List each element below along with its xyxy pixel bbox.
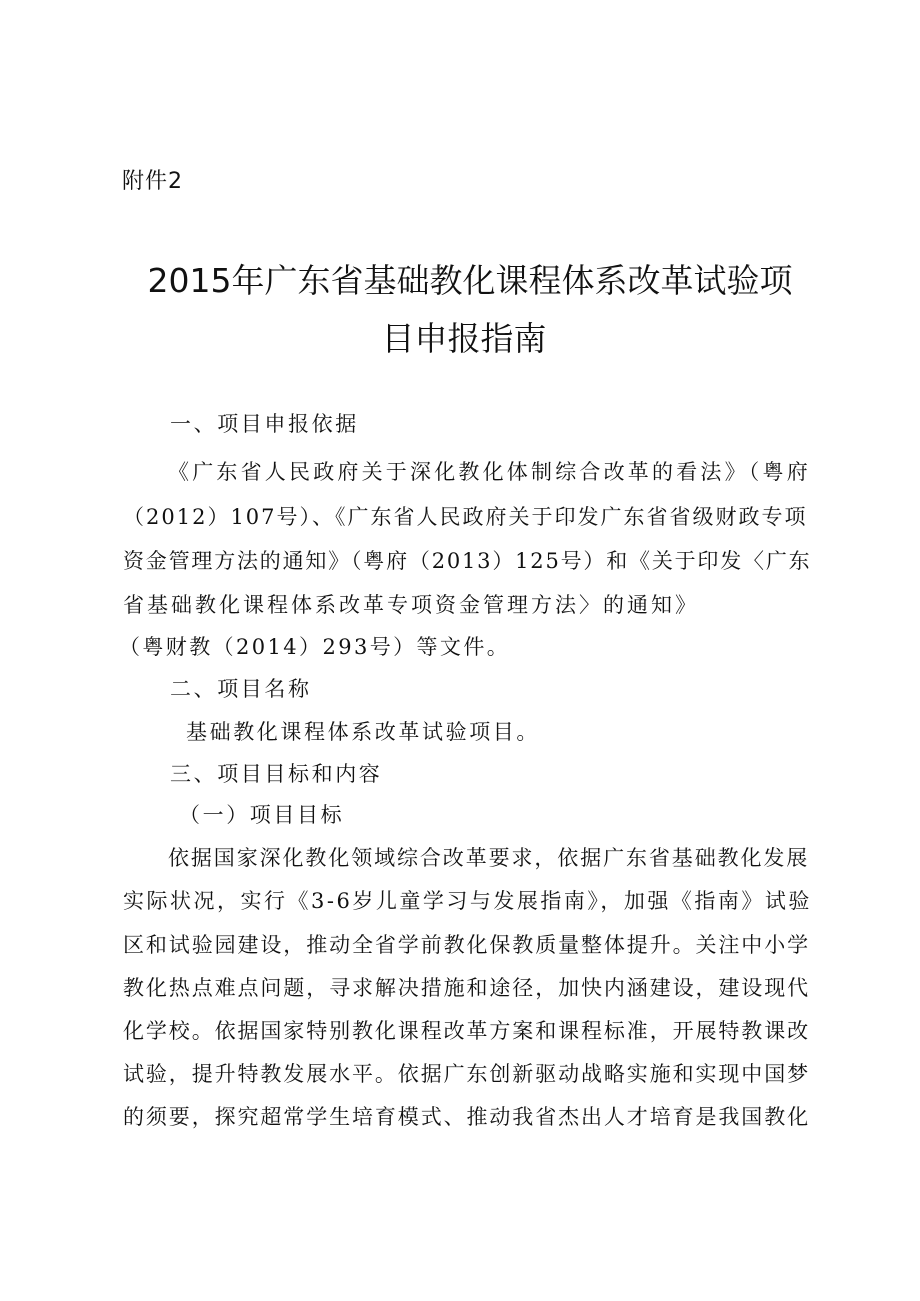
section1-line-5: （粤财教（2014）293号）等文件。 — [119, 635, 511, 659]
section3-line-1: 依据国家深化教化领域综合改革要求，依据广东省基础教化发展 — [168, 846, 810, 870]
section3-line-5: 化学校。依据国家特别教化课程改革方案和课程标准，开展特教课改 — [123, 1019, 810, 1043]
section1-line-2: （2012）107号）、《广东省人民政府关于印发广东省省级财政专项 — [123, 505, 808, 529]
section3-line-2: 实际状况，实行《3-6岁儿童学习与发展指南》，加强《指南》试验 — [123, 889, 812, 913]
section2-content: 基础教化课程体系改革试验项目。 — [186, 720, 540, 744]
document-title-line-2: 目申报指南 — [381, 319, 547, 358]
section3-line-7: 的须要，探究超常学生培育模式、推动我省杰出人才培育是我国教化 — [123, 1105, 810, 1129]
section3-line-4: 教化热点难点问题，寻求解决措施和途径，加快内涵建设，建设现代 — [123, 976, 810, 1000]
section1-line-3: 资金管理方法的通知》（粤府（2013）125号）和《关于印发〈广东 — [123, 549, 812, 573]
section-heading-goals: 三、项目目标和内容 — [170, 762, 383, 786]
attachment-label: 附件2 — [122, 169, 183, 194]
section1-line-1: 《广东省人民政府关于深化教化体制综合改革的看法》（粤府 — [168, 460, 811, 484]
section-heading-name: 二、项目名称 — [170, 677, 312, 701]
section3-line-6: 试验，提升特教发展水平。依据广东创新驱动战略实施和实现中国梦 — [123, 1062, 810, 1086]
section1-line-4: 省基础教化课程体系改革专项资金管理方法〉的通知》 — [123, 593, 699, 617]
subsection-heading-goals: （一）项目目标 — [179, 803, 345, 827]
document-title-line-1: 2015年广东省基础教化课程体系改革试验项 — [147, 261, 793, 300]
section3-line-3: 区和试验园建设，推动全省学前教化保教质量整体提升。关注中小学 — [123, 933, 810, 957]
section-heading-basis: 一、项目申报依据 — [170, 412, 359, 436]
